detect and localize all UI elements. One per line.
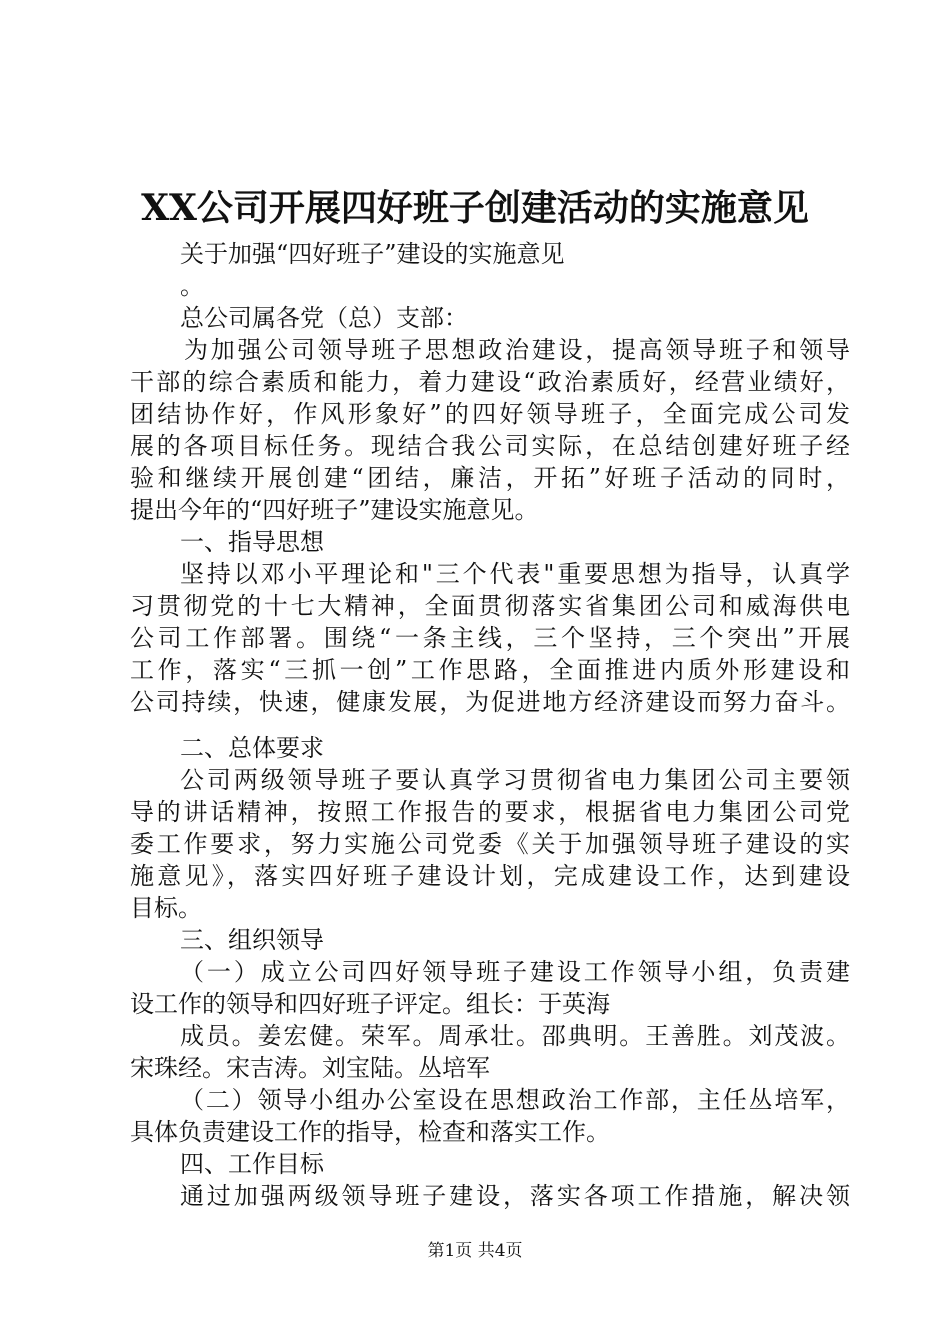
- paragraph-line: 公司工作部署。围绕“一条主线，三个坚持，三个突出”开展: [130, 624, 850, 652]
- paragraph-line: 验和继续开展创建“团结，廉洁，开拓”好班子活动的同时，: [130, 464, 850, 492]
- document-body: [130, 238, 850, 1212]
- text-line: 。: [180, 272, 204, 300]
- paragraph-line: 为加强公司领导班子思想政治建设，提高领导班子和领导: [184, 336, 850, 364]
- paragraph-line: 公司持续，快速，健康发展，为促进地方经济建设而努力奋斗。: [130, 688, 850, 716]
- page-footer: 第1页 共4页: [427, 1241, 523, 1261]
- document-title: XX公司开展四好班子创建活动的实施意见: [141, 187, 809, 229]
- paragraph-line: 公司两级领导班子要认真学习贯彻省电力集团公司主要领: [180, 766, 850, 794]
- subtitle-line: 关于加强“四好班子”建设的实施意见: [180, 240, 565, 268]
- paragraph-line: 通过加强两级领导班子建设，落实各项工作措施，解决领: [180, 1182, 850, 1210]
- paragraph-line: 宋珠经。宋吉涛。刘宝陆。丛培军: [130, 1054, 490, 1082]
- paragraph-line: 展的各项目标任务。现结合我公司实际，在总结创建好班子经: [130, 432, 850, 460]
- section-heading: 四、工作目标: [180, 1150, 324, 1178]
- paragraph-line: （二）领导小组办公室设在思想政治工作部，主任丛培军，: [180, 1086, 850, 1114]
- section-heading: 一、指导思想: [180, 528, 324, 556]
- paragraph-line: 具体负责建设工作的指导，检查和落实工作。: [130, 1118, 610, 1146]
- paragraph-line: 坚持以邓小平理论和"三个代表"重要思想为指导，认真学: [180, 560, 850, 588]
- paragraph-line: 习贯彻党的十七大精神，全面贯彻落实省集团公司和威海供电: [130, 592, 850, 620]
- paragraph-line: 施意见》，落实四好班子建设计划，完成建设工作，达到建设: [130, 862, 850, 890]
- paragraph-line: 干部的综合素质和能力，着力建设“政治素质好，经营业绩好，: [130, 368, 850, 396]
- paragraph-line: 工作，落实“三抓一创”工作思路，全面推进内质外形建设和: [130, 656, 850, 684]
- paragraph-line: 设工作的领导和四好班子评定。组长：于英海: [130, 990, 610, 1018]
- section-heading: 三、组织领导: [180, 926, 324, 954]
- paragraph-line: （一）成立公司四好领导班子建设工作领导小组，负责建: [180, 958, 850, 986]
- paragraph-gap: [130, 718, 850, 732]
- paragraph-line: 导的讲话精神，按照工作报告的要求，根据省电力集团公司党: [130, 798, 850, 826]
- paragraph-line: 成员。姜宏健。荣军。周承壮。邵典明。王善胜。刘茂波。: [180, 1022, 850, 1050]
- salutation-line: 总公司属各党（总）支部：: [180, 304, 468, 332]
- section-heading: 二、总体要求: [180, 734, 324, 762]
- paragraph-line: 提出今年的“四好班子”建设实施意见。: [130, 496, 539, 524]
- paragraph-line: 委工作要求，努力实施公司党委《关于加强领导班子建设的实: [130, 830, 850, 858]
- paragraph-line: 目标。: [130, 894, 202, 922]
- paragraph-line: 团结协作好，作风形象好”的四好领导班子，全面完成公司发: [130, 400, 850, 428]
